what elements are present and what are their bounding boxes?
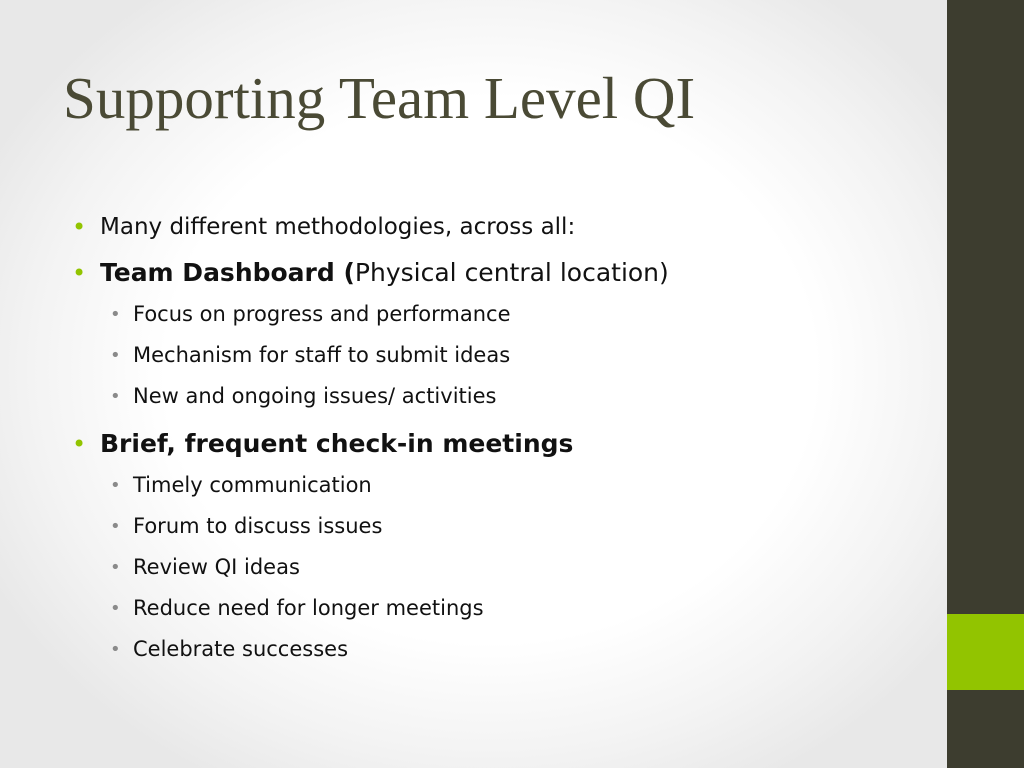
bullet-item-check-in-meetings bbox=[72, 423, 932, 465]
sub-bullet-item bbox=[72, 506, 932, 547]
sub-bullet-dot-icon: • bbox=[110, 386, 121, 407]
sub-bullet-dot-icon: • bbox=[110, 516, 121, 537]
sub-bullet-item bbox=[72, 294, 932, 335]
sub-bullet-text: Focus on progress and performance bbox=[133, 302, 511, 326]
slide-title: Supporting Team Level QI bbox=[63, 65, 696, 131]
sub-bullet-dot-icon: • bbox=[110, 304, 121, 325]
sub-bullet-item bbox=[72, 376, 932, 417]
bullet-text: Physical central location) bbox=[354, 258, 669, 287]
sub-bullet-text: Mechanism for staff to submit ideas bbox=[133, 343, 511, 367]
bullet-list bbox=[72, 208, 932, 670]
accent-block bbox=[947, 614, 1024, 690]
sub-bullet-text: Forum to discuss issues bbox=[133, 514, 383, 538]
bullet-dot-icon: • bbox=[72, 259, 87, 287]
bullet-item-methodologies bbox=[72, 208, 932, 246]
bullet-text: Many different methodologies, across all: bbox=[100, 214, 576, 240]
sub-bullet-dot-icon: • bbox=[110, 345, 121, 366]
bullet-dot-icon: • bbox=[72, 213, 87, 241]
sub-bullet-text: New and ongoing issues/ activities bbox=[133, 384, 497, 408]
bullet-bold-text: Team Dashboard ( bbox=[100, 258, 355, 287]
sub-bullet-item bbox=[72, 465, 932, 506]
bullet-item-team-dashboard bbox=[72, 252, 932, 294]
sub-bullet-text: Celebrate successes bbox=[133, 637, 349, 661]
sub-bullet-item bbox=[72, 547, 932, 588]
sub-bullet-text: Reduce need for longer meetings bbox=[133, 596, 484, 620]
sub-bullet-dot-icon: • bbox=[110, 598, 121, 619]
sub-bullet-item bbox=[72, 588, 932, 629]
sub-bullet-dot-icon: • bbox=[110, 639, 121, 660]
bullet-dot-icon: • bbox=[72, 430, 87, 458]
bullet-bold-text: Brief, frequent check-in meetings bbox=[100, 429, 574, 458]
sub-bullet-text: Timely communication bbox=[133, 473, 372, 497]
sub-bullet-text: Review QI ideas bbox=[133, 555, 300, 579]
sub-bullet-item bbox=[72, 335, 932, 376]
sub-bullet-item bbox=[72, 629, 932, 670]
sub-bullet-dot-icon: • bbox=[110, 475, 121, 496]
sub-bullet-dot-icon: • bbox=[110, 557, 121, 578]
